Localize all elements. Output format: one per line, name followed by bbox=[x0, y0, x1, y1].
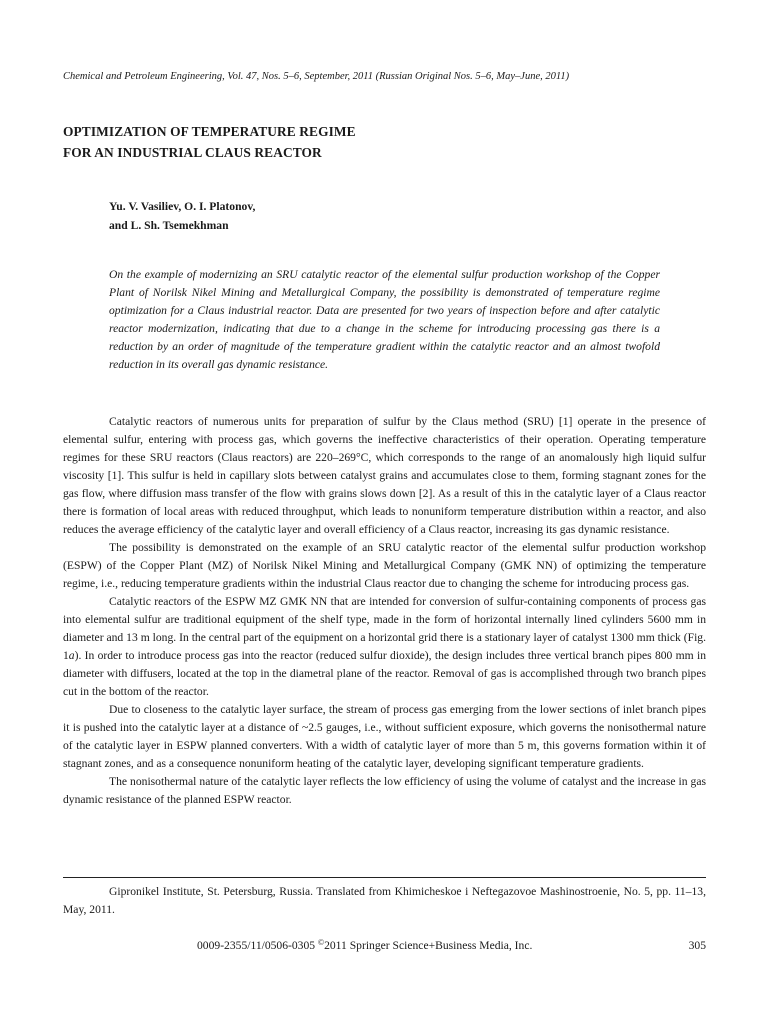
footnote bbox=[63, 883, 706, 919]
title-line-1: OPTIMIZATION OF TEMPERATURE REGIME bbox=[63, 124, 356, 139]
footnote-divider bbox=[63, 877, 706, 878]
title-line-2: FOR AN INDUSTRIAL CLAUS REACTOR bbox=[63, 145, 322, 160]
page-footer bbox=[0, 937, 768, 955]
footnote-text: Gipronikel Institute, St. Petersburg, Russia. Translated from Khimicheskoe i Neftegazovoe Mashinostroenie, No. 5, pp. 11–13, May, 2011. bbox=[63, 885, 706, 916]
page-number: 305 bbox=[688, 939, 706, 952]
article-title bbox=[63, 121, 703, 163]
paragraph-3-text-start: Catalytic reactors of the ESPW MZ GMK NN that are intended for conversion of sulfur-containing components of process gas into elemental sulfur are traditional equipment of the shelf type, made in the form of horizontal internally lined cylinders 5600 mm in diameter and 13 m long. In the central part of the equipment on a horizontal grid there is a stationary layer of catalyst 1300 mm thick (Fig. 1 bbox=[63, 595, 706, 662]
authors-line-1: Yu. V. Vasiliev, O. I. Platonov, bbox=[109, 200, 256, 213]
issn-code: 0009-2355/11/0506-0305 bbox=[197, 939, 318, 952]
authors-line-2: and L. Sh. Tsemekhman bbox=[109, 219, 229, 232]
body-paragraph-3 bbox=[63, 593, 706, 701]
figure-panel-ref: a bbox=[68, 649, 75, 662]
journal-citation: Chemical and Petroleum Engineering, Vol. 47, Nos. 5–6, September, 2011 (Russian Original Nos. 5–6, May–June, 2011) bbox=[63, 71, 570, 82]
abstract: On the example of modernizing an SRU catalytic reactor of the elemental sulfur production workshop of the Copper Plant of Norilsk Nikel Mining and Metallurgical Company, the possibility is demonstrated of temperature regime optimization for a Claus industrial reactor. Data are presented for two years of inspection before and after catalytic reactor modernization, indicating that due to a change in the scheme for introducing processing gas there is a reduction by an order of magnitude of the temperature gradient within the catalytic reactor and an almost twofold reduction in its overall gas dynamic resistance. bbox=[109, 268, 660, 371]
publisher-line: 2011 Springer Science+Business Media, Inc. bbox=[324, 939, 533, 952]
issn-copyright bbox=[197, 937, 532, 955]
body-paragraph-4: Due to closeness to the catalytic layer surface, the stream of process gas emerging from the lower sections of inlet branch pipes it is pushed into the catalytic layer at a distance of ~2.5 gauges, i.e., without sufficient exposure, which governs the nonisothermal nature of the catalytic layer in ESPW planned converters. With a width of catalytic layer of more than 5 m, this governs formation within it of stagnant zones, and as a consequence nonuniform heating of the catalytic layer, developing significant temperature gradients. bbox=[63, 703, 706, 770]
copyright-symbol: © bbox=[317, 938, 325, 947]
body-paragraph-5: The nonisothermal nature of the catalytic layer reflects the low efficiency of using the volume of catalyst and the increase in gas dynamic resistance of the planned ESPW reactor. bbox=[63, 775, 706, 806]
author-list bbox=[109, 197, 669, 235]
article-body bbox=[63, 413, 706, 809]
body-paragraph-1: Catalytic reactors of numerous units for preparation of sulfur by the Claus method (SRU) [1] operate in the presence of elemental sulfur, entering with process gas, which governs the ineffective characteristics of their operation. Operating temperature regimes for these SRU reactors (Claus reactors) are 220–269°C, which corresponds to the range of an anomalously high liquid sulfur viscosity [1]. This sulfur is held in capillary slots between catalyst grains and accumulates close to them, forming stagnant zones for the gas flow, where diffusion mass transfer of the flow with grains slows down [2]. As a result of this in the catalytic layer of a Claus reactor there is formation of local areas with reduced throughput, which leads to nonuniform temperature distribution within a reactor, and also reduces the average efficiency of the catalytic layer and overall efficiency of a Claus reactor, increasing its gas dynamic resistance. bbox=[63, 415, 706, 536]
paragraph-3-text-end: ). In order to introduce process gas into the reactor (reduced sulfur dioxide), the design includes three vertical branch pipes 800 mm in diameter with diffusers, located at the top in the diametral plane of the reactor. Removal of gas is accomplished through two branch pipes cut in the bottom of the reactor. bbox=[63, 649, 706, 698]
body-paragraph-2: The possibility is demonstrated on the example of an SRU catalytic reactor of the elemental sulfur production workshop (ESPW) of the Copper Plant (MZ) of Norilsk Nikel Mining and Metallurgical Company (GMK NN) of optimizing the temperature regime, i.e., reducing temperature gradients within the industrial Claus reactor due to changing the scheme for introducing process gas. bbox=[63, 541, 706, 590]
